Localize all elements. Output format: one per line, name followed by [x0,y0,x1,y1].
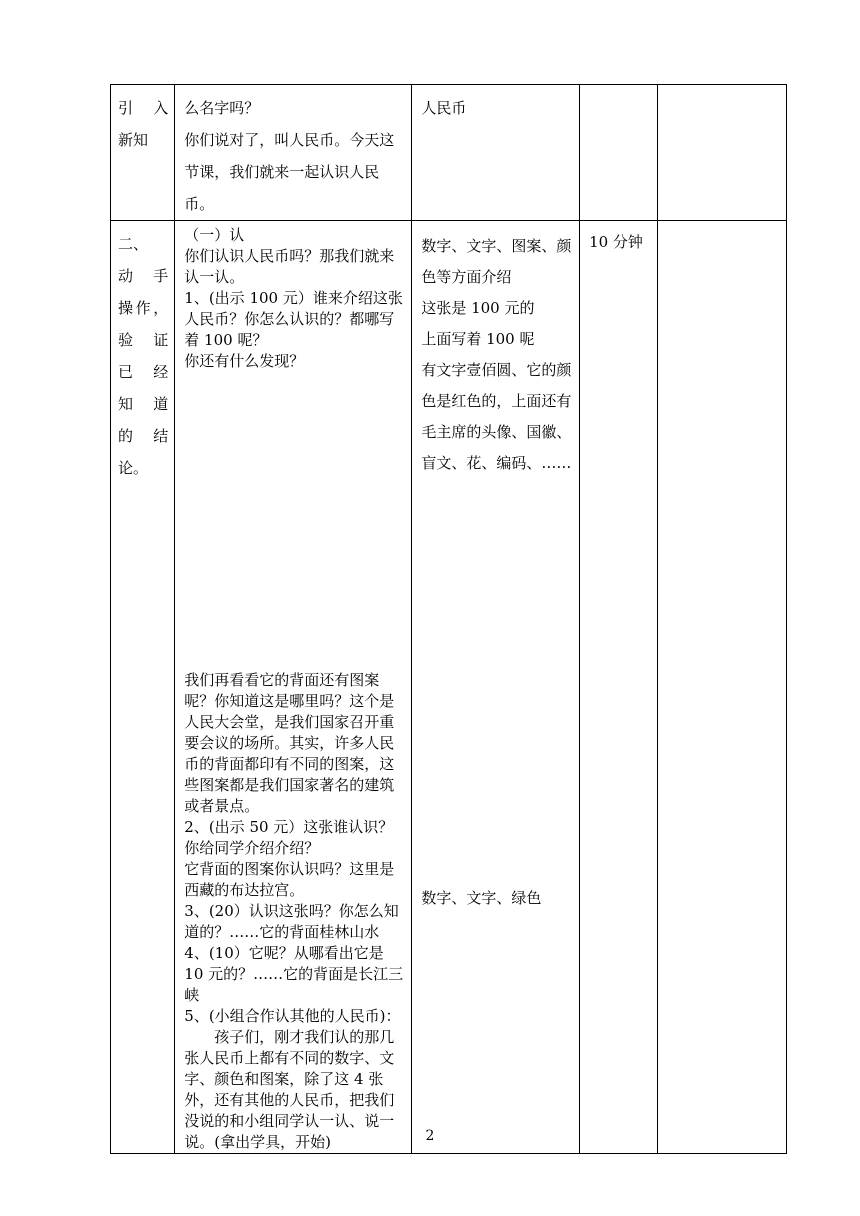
teacher-text: 孩子们，刚才我们认的那几张人民币上都有不同的数字、文字、颜色和图案，除了这 4 张外，还有其他的人民币，把我们没说的和小组同学认一认、说一说。(拿出学具，开始) [184,1028,395,1151]
time-cell [580,85,658,221]
teacher-activity-cell [175,221,412,1154]
time-text [580,85,657,95]
teacher-text: 么名字吗？ [184,99,260,117]
student-text: 上面写着 100 呢 [421,330,535,348]
teacher-text: 我们再看看它的背面还有图案呢？你知道这是哪里吗？这个是人民大会堂，是我们国家召开重要会议的场所。其实，许多人民币的背面都印有不同的图案，这些图案都是我们国家著名的建筑或者景点。 [184,671,395,815]
teacher-text: 你还有什么发现？ [184,352,305,370]
stage-text: 新知 [118,131,149,149]
teacher-text: 它背面的图案你认识吗？这里是西藏的布达拉宫。 [184,860,395,899]
lesson-plan-table [110,84,787,1154]
stage-text: 验 证 [118,331,169,349]
teacher-text: 3、(20）认识这张吗？你怎么知道的？……它的背面桂林山水 [184,902,399,941]
stage-text: 已 经 [118,363,169,381]
stage-cell [111,221,175,1154]
teacher-text: 1、(出示 100 元）谁来介绍这张人民币？你怎么认识的？都哪写着 100 呢？ [184,289,403,349]
stage-text: 知 道 [118,395,169,413]
student-activity-cell [412,221,580,1154]
stage-text: 引 入 [118,99,169,117]
student-activity-cell [412,85,580,221]
student-text: 有文字壹佰圆、它的颜色是红色的，上面还有毛主席的头像、国徽、盲文、花、编码、…… [421,361,572,472]
page-number: 2 [425,1128,435,1144]
student-text: 数字、文字、图案、颜色等方面介绍 [421,237,572,286]
time-cell [580,221,658,1154]
teacher-text: （一）认 [184,226,245,244]
table-row [111,221,787,1154]
teacher-text: 4、(10）它呢？从哪看出它是 10 元的？……它的背面是长江三峡 [184,944,404,1004]
table-row [111,85,787,221]
teacher-text: 2、(出示 50 元）这张谁认识？你给同学介绍介绍？ [184,818,394,857]
student-text: 人民币 [421,99,467,117]
stage-text: 动 手 [118,267,169,285]
student-text: 这张是 100 元的 [421,299,535,317]
teacher-text: 5、(小组合作认其他的人民币)： [184,1007,401,1025]
teacher-activity-cell [175,85,412,221]
stage-cell [111,85,175,221]
stage-text: 的 结 [118,427,169,445]
teacher-text: 你们说对了，叫人民币。今天这节课，我们就来一起认识人民币。 [184,131,395,213]
time-text: 10 分钟 [589,233,643,251]
teacher-text: 你们认识人民币吗？那我们就来认一认。 [184,247,395,286]
notes-cell [658,85,787,221]
stage-text: 二、 [118,235,149,253]
stage-text: 操作， [118,299,169,317]
notes-cell [658,221,787,1154]
stage-text: 论。 [118,459,149,477]
student-text: 数字、文字、绿色 [421,889,542,907]
